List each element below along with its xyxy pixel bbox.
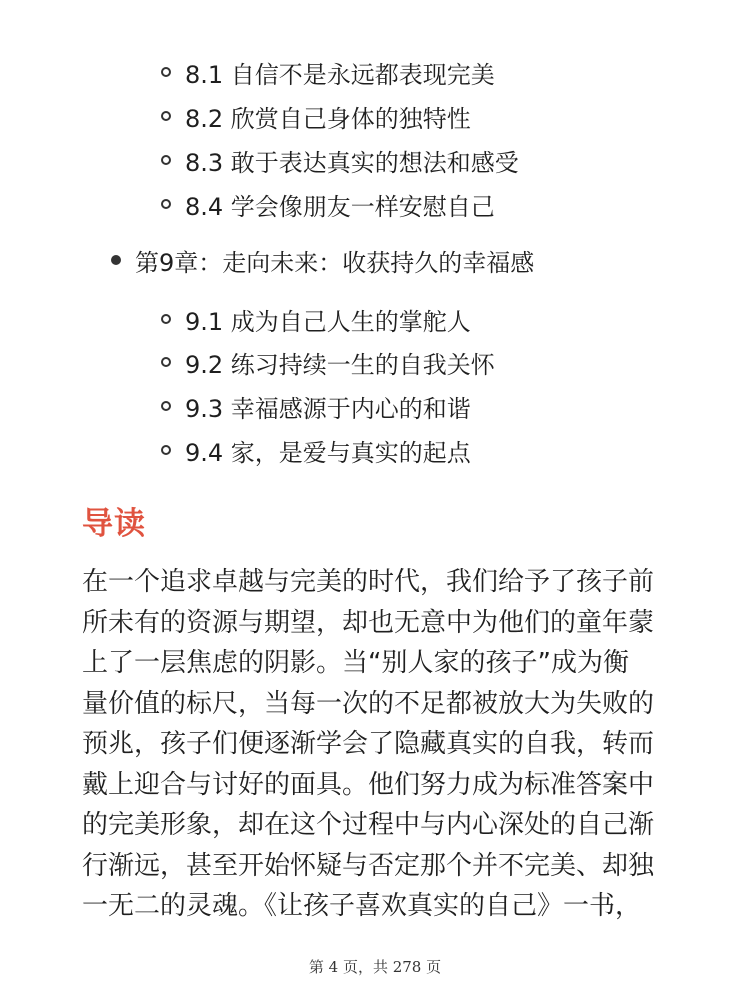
hollow-bullet-icon [161,357,171,367]
hollow-bullet-icon [161,199,171,209]
toc-item-label: 9.1 成为自己人生的掌舵人 [185,307,471,336]
hollow-bullet-icon [161,155,171,165]
hollow-bullet-icon [161,401,171,411]
paragraph-line: 所未有的资源与期望，却也无意中为他们的童年蒙 [82,607,655,638]
toc-item-label: 8.2 欣赏自己身体的独特性 [185,104,471,133]
paragraph-line: 预兆，孩子们便逐渐学会了隐藏真实的自我，转而 [82,729,655,759]
toc-item-label: 8.1 自信不是永远都表现完美 [185,60,495,89]
paragraph-line: 的完美形象，却在这个过程中与内心深处的自己渐 [82,810,655,840]
intro-heading: 导读 [82,506,146,542]
toc-item-8-4 [161,184,495,224]
toc-item-8-3 [161,140,519,180]
hollow-bullet-icon [161,314,171,324]
paragraph-line: 量价值的标尺，当每一次的不足都被放大为失败的 [82,688,655,719]
toc-item-8-2 [161,96,471,136]
toc-item-label: 9.3 幸福感源于内心的和谐 [185,394,471,423]
toc-chapter-9 [111,240,534,280]
intro-paragraph [82,562,682,927]
paragraph-line: 戴上迎合与讨好的面具。他们努力成为标准答案中 [82,769,655,800]
toc-item-9-3 [161,386,471,426]
solid-bullet-icon [111,255,121,265]
toc-item-8-1 [161,52,495,92]
paragraph-line: 一无二的灵魂。《让孩子喜欢真实的自己》一书， [82,891,642,921]
toc-item-9-4 [161,430,471,470]
hollow-bullet-icon [161,111,171,121]
toc-item-9-2 [161,342,495,382]
toc-item-label: 9.4 家，是爱与真实的起点 [185,438,471,467]
hollow-bullet-icon [161,67,171,77]
paragraph-line: 行渐远，甚至开始怀疑与否定那个并不完美、却独 [82,850,655,881]
paragraph-line: 在一个追求卓越与完美的时代，我们给予了孩子前 [82,567,655,597]
paragraph-line: 上了一层焦虑的阴影。当“别人家的孩子”成为衡 [82,648,629,678]
toc-chapter-label: 第9章：走向未来：收获持久的幸福感 [135,248,535,277]
toc-item-label: 8.3 敢于表达真实的想法和感受 [185,148,519,177]
page-number-footer: 第 4 页，共 278 页 [308,958,442,976]
toc-item-label: 9.2 练习持续一生的自我关怀 [185,350,495,379]
toc-item-label: 8.4 学会像朋友一样安慰自己 [185,192,495,221]
hollow-bullet-icon [161,445,171,455]
toc-item-9-1 [161,299,471,339]
